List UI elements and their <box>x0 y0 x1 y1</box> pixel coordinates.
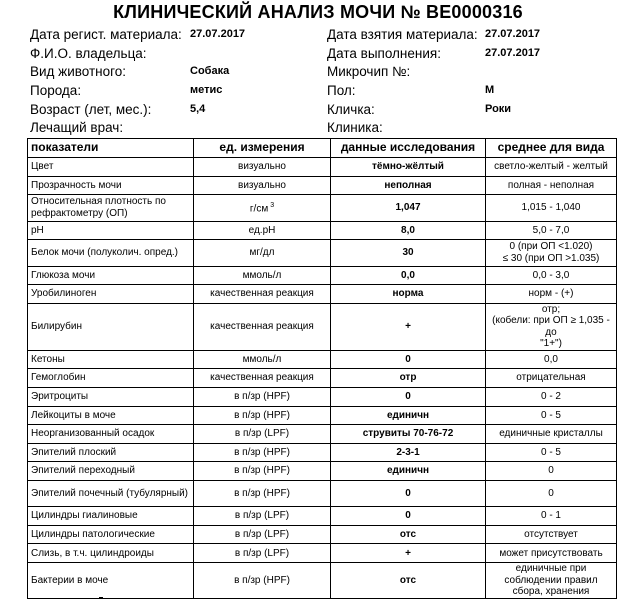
result-value <box>331 266 486 285</box>
table-row <box>28 176 617 195</box>
reference-range <box>486 406 617 425</box>
reference-range <box>486 350 617 369</box>
unit-cell-text: визуально <box>238 161 286 173</box>
info-value: метис <box>190 84 223 97</box>
parameter-name-text: Гемоглобин <box>31 372 86 384</box>
table-row <box>28 369 617 388</box>
result-value <box>331 544 486 563</box>
result-value-text: тёмно-жёлтый <box>372 161 444 173</box>
parameter-name <box>28 425 194 444</box>
reference-range-text: единичные кристаллы <box>499 428 603 440</box>
reference-range-text: единичные при соблюдении правил сбора, хранения <box>504 563 598 598</box>
reference-range <box>486 443 617 462</box>
result-value-text: единичн <box>386 409 430 421</box>
unit-cell <box>194 406 331 425</box>
unit-cell-text: в п/зр (LPF) <box>234 528 290 540</box>
result-value-text: 0,0 <box>401 269 415 281</box>
result-value <box>331 303 486 350</box>
result-value <box>331 406 486 425</box>
column-header: среднее для вида <box>486 139 617 158</box>
parameter-name <box>28 266 194 285</box>
info-label: Порода: <box>30 83 82 99</box>
parameter-name-text: Цилиндры патологические <box>31 528 155 540</box>
result-value <box>331 176 486 195</box>
parameter-name <box>28 369 194 388</box>
info-row <box>0 102 636 121</box>
info-label: Пол: <box>327 83 356 99</box>
parameter-name-text: Прозрачность мочи <box>31 179 122 191</box>
unit-cell <box>194 443 331 462</box>
reference-range <box>486 240 617 266</box>
result-value-text: + <box>405 547 411 559</box>
unit-cell <box>194 462 331 481</box>
result-value-text: отр <box>399 372 417 384</box>
parameter-name-text: Лейкоциты в моче <box>31 409 116 421</box>
parameter-name-text: Неорганизованный осадок <box>31 428 155 440</box>
parameter-name <box>28 350 194 369</box>
result-value-text: отс <box>399 574 417 586</box>
unit-cell <box>194 544 331 563</box>
parameter-name <box>28 563 194 599</box>
parameter-name-text: Слизь, в т.ч. цилиндроиды <box>31 547 154 559</box>
reference-range-text: отрицательная <box>516 372 586 384</box>
parameter-name-text: Эпителий переходный <box>31 465 135 477</box>
info-value: 5,4 <box>190 102 206 115</box>
reference-range-text: 0 (при ОП <1.020) ≤ 30 (при ОП >1.035) <box>502 241 600 264</box>
unit-cell-text: в п/зр (LPF) <box>234 547 290 559</box>
reference-range <box>486 158 617 177</box>
table-row <box>28 158 617 177</box>
table-row <box>28 462 617 481</box>
result-value <box>331 525 486 544</box>
reference-range-text: 0 - 2 <box>540 390 561 402</box>
reference-range <box>486 544 617 563</box>
table-row <box>28 285 617 304</box>
info-label: Дата взятия материала: <box>327 27 478 42</box>
result-value <box>331 443 486 462</box>
table-row <box>28 221 617 240</box>
table-row <box>28 387 617 406</box>
unit-cell <box>194 303 331 350</box>
result-value <box>331 195 486 221</box>
info-label: Вид животного: <box>30 64 127 80</box>
unit-cell-text: г/см <box>249 203 269 215</box>
result-value-text: 1,047 <box>395 202 421 214</box>
result-value-text: 0 <box>405 487 411 499</box>
unit-cell <box>194 369 331 388</box>
result-value-text: 0 <box>405 390 411 402</box>
parameter-name <box>28 221 194 240</box>
info-value: 27.07.2017 <box>485 46 541 59</box>
unit-cell <box>194 158 331 177</box>
result-value-text: единичн <box>386 465 430 477</box>
result-value <box>331 387 486 406</box>
result-value <box>331 221 486 240</box>
parameter-name-text: Эритроциты <box>31 390 89 402</box>
reference-range-text: полная - неполная <box>507 179 595 191</box>
unit-cell-text: в п/зр (HPF) <box>234 446 290 458</box>
parameter-name <box>28 406 194 425</box>
info-label: Кличка: <box>327 101 375 117</box>
unit-cell-text: в п/зр (LPF) <box>234 510 290 522</box>
parameter-name <box>28 387 194 406</box>
result-value-text: 8,0 <box>401 224 415 236</box>
parameter-name <box>28 525 194 544</box>
patient-info <box>0 27 636 139</box>
table-row <box>28 525 617 544</box>
parameter-name <box>28 195 194 221</box>
unit-cell <box>194 480 331 506</box>
parameter-name-text: Эпителий почечный (тубулярный) <box>31 487 189 499</box>
reference-range <box>486 387 617 406</box>
report-title: КЛИНИЧЕСКИЙ АНАЛИЗ МОЧИ № ВЕ0000316 <box>113 2 523 22</box>
unit-cell-text: визуально <box>238 179 286 191</box>
unit-superscript: 3 <box>270 202 275 210</box>
info-label: Дата выполнения: <box>327 45 441 61</box>
unit-cell-text: в п/зр (HPF) <box>234 409 290 421</box>
table-row <box>28 425 617 444</box>
reference-range <box>486 507 617 526</box>
info-label: Клиника: <box>327 120 383 136</box>
reference-range <box>486 195 617 221</box>
parameter-name-text: Бактерии в моче <box>31 574 109 586</box>
result-value <box>331 369 486 388</box>
result-value-text: струвиты 70-76-72 <box>362 428 454 440</box>
info-value: М <box>485 84 495 97</box>
parameter-name <box>28 176 194 195</box>
reference-range-text: 0 - 1 <box>540 510 561 522</box>
result-value <box>331 285 486 304</box>
unit-cell-text: ед.pH <box>248 224 276 236</box>
table-header-row <box>28 139 617 158</box>
parameter-name-text: Белок мочи (полуколич. опред.) <box>31 247 179 259</box>
parameter-name <box>28 462 194 481</box>
parameter-name-text: Относительная плотность по рефрактометру (ОП) <box>31 196 166 219</box>
info-label: Лечащий врач: <box>30 120 124 136</box>
unit-cell <box>194 266 331 285</box>
unit-cell <box>194 525 331 544</box>
unit-cell <box>194 563 331 599</box>
unit-cell <box>194 350 331 369</box>
result-value <box>331 507 486 526</box>
table-row <box>28 443 617 462</box>
reference-range-text: 0,0 <box>544 353 558 365</box>
parameter-name <box>28 480 194 506</box>
info-label: Ф.И.О. владельца: <box>30 45 147 61</box>
info-label: Дата регист. материала: <box>30 27 182 42</box>
result-value <box>331 350 486 369</box>
unit-cell <box>194 221 331 240</box>
reference-range-text: 5,0 - 7,0 <box>532 224 570 236</box>
scan-mark <box>99 597 103 598</box>
result-value <box>331 240 486 266</box>
column-header: показатели <box>28 139 194 158</box>
reference-range-text: 0 - 5 <box>540 409 561 421</box>
unit-cell-text: ммоль/л <box>242 353 282 365</box>
unit-cell-text: качественная реакция <box>210 372 314 384</box>
info-value: Собака <box>190 65 230 78</box>
table-row <box>28 544 617 563</box>
reference-range <box>486 525 617 544</box>
unit-cell-text: в п/зр (LPF) <box>234 428 290 440</box>
column-header: ед. измерения <box>194 139 331 158</box>
results-body <box>28 158 617 599</box>
reference-range-text: 0 - 5 <box>540 446 561 458</box>
unit-cell-text: в п/зр (HPF) <box>234 487 290 499</box>
unit-cell-text: ммоль/л <box>242 269 282 281</box>
result-value-text: 0 <box>405 353 411 365</box>
result-value-text: неполная <box>384 179 432 191</box>
reference-range-text: 0 <box>548 487 554 499</box>
parameter-name-text: Глюкоза мочи <box>31 269 96 281</box>
result-value <box>331 158 486 177</box>
table-row <box>28 303 617 350</box>
result-value <box>331 480 486 506</box>
result-value <box>331 563 486 599</box>
info-row <box>0 46 636 65</box>
parameter-name-text: Цвет <box>31 161 54 173</box>
parameter-name <box>28 285 194 304</box>
reference-range <box>486 285 617 304</box>
info-value: 27.07.2017 <box>190 28 246 40</box>
unit-cell <box>194 285 331 304</box>
table-row <box>28 350 617 369</box>
unit-cell-text: в п/зр (HPF) <box>234 465 290 477</box>
table-row <box>28 195 617 221</box>
parameter-name <box>28 443 194 462</box>
unit-cell-text: качественная реакция <box>210 288 314 300</box>
reference-range <box>486 266 617 285</box>
info-row <box>0 83 636 102</box>
reference-range-text: светло-желтый - желтый <box>494 161 608 173</box>
result-value <box>331 425 486 444</box>
unit-cell-text: качественная реакция <box>210 321 314 332</box>
reference-range-text: 0 <box>548 465 554 477</box>
info-label: Микрочип №: <box>327 64 411 80</box>
result-value-text: 0 <box>405 510 411 522</box>
reference-range <box>486 221 617 240</box>
unit-cell <box>194 387 331 406</box>
table-row <box>28 563 617 599</box>
reference-range <box>486 425 617 444</box>
info-row <box>0 120 636 139</box>
parameter-name <box>28 303 194 350</box>
reference-range-text: норм - (+) <box>528 288 574 300</box>
result-value <box>331 462 486 481</box>
reference-range <box>486 462 617 481</box>
reference-range <box>486 563 617 599</box>
reference-range <box>486 303 617 350</box>
unit-cell-text: мг/дл <box>249 247 275 259</box>
unit-cell <box>194 176 331 195</box>
table-row <box>28 406 617 425</box>
reference-range <box>486 369 617 388</box>
results-table <box>27 138 617 599</box>
parameter-name-text: Цилиндры гиалиновые <box>31 510 138 522</box>
parameter-name-text: Эпителий плоский <box>31 446 117 458</box>
table-row <box>28 480 617 506</box>
result-value-text: 2-3-1 <box>396 446 420 458</box>
table-row <box>28 507 617 526</box>
info-label: Возраст (лет, мес.): <box>30 101 152 117</box>
table-row <box>28 266 617 285</box>
reference-range <box>486 480 617 506</box>
unit-cell <box>194 195 331 221</box>
column-header: данные исследования <box>331 139 486 158</box>
unit-cell <box>194 507 331 526</box>
result-value-text: отс <box>399 528 417 540</box>
unit-cell <box>194 240 331 266</box>
reference-range-text: может присутствовать <box>499 547 603 559</box>
info-row <box>0 64 636 83</box>
parameter-name-text: Кетоны <box>31 353 65 365</box>
result-value-text: норма <box>392 288 424 300</box>
parameter-name <box>28 507 194 526</box>
result-value-text: + <box>405 321 411 332</box>
unit-cell <box>194 425 331 444</box>
reference-range-text: 0,0 - 3,0 <box>532 269 570 281</box>
reference-range-text: 1,015 - 1,040 <box>521 202 581 214</box>
parameter-name-text: Билирубин <box>31 321 82 332</box>
parameter-name <box>28 158 194 177</box>
parameter-name <box>28 240 194 266</box>
reference-range-text: отр; (кобели: при ОП ≥ 1,035 - до "1+") <box>492 303 610 350</box>
reference-range <box>486 176 617 195</box>
table-row <box>28 240 617 266</box>
parameter-name-text: pH <box>31 224 44 236</box>
reference-range-text: отсутствует <box>524 528 578 540</box>
parameter-name-text: Уробилиноген <box>31 288 97 300</box>
info-row <box>0 27 636 46</box>
info-value: 27.07.2017 <box>485 28 541 40</box>
unit-cell-text: в п/зр (HPF) <box>234 574 290 586</box>
parameter-name <box>28 544 194 563</box>
unit-cell-text: в п/зр (HPF) <box>234 390 290 402</box>
info-value: Роки <box>485 102 512 115</box>
result-value-text: 30 <box>402 247 414 259</box>
